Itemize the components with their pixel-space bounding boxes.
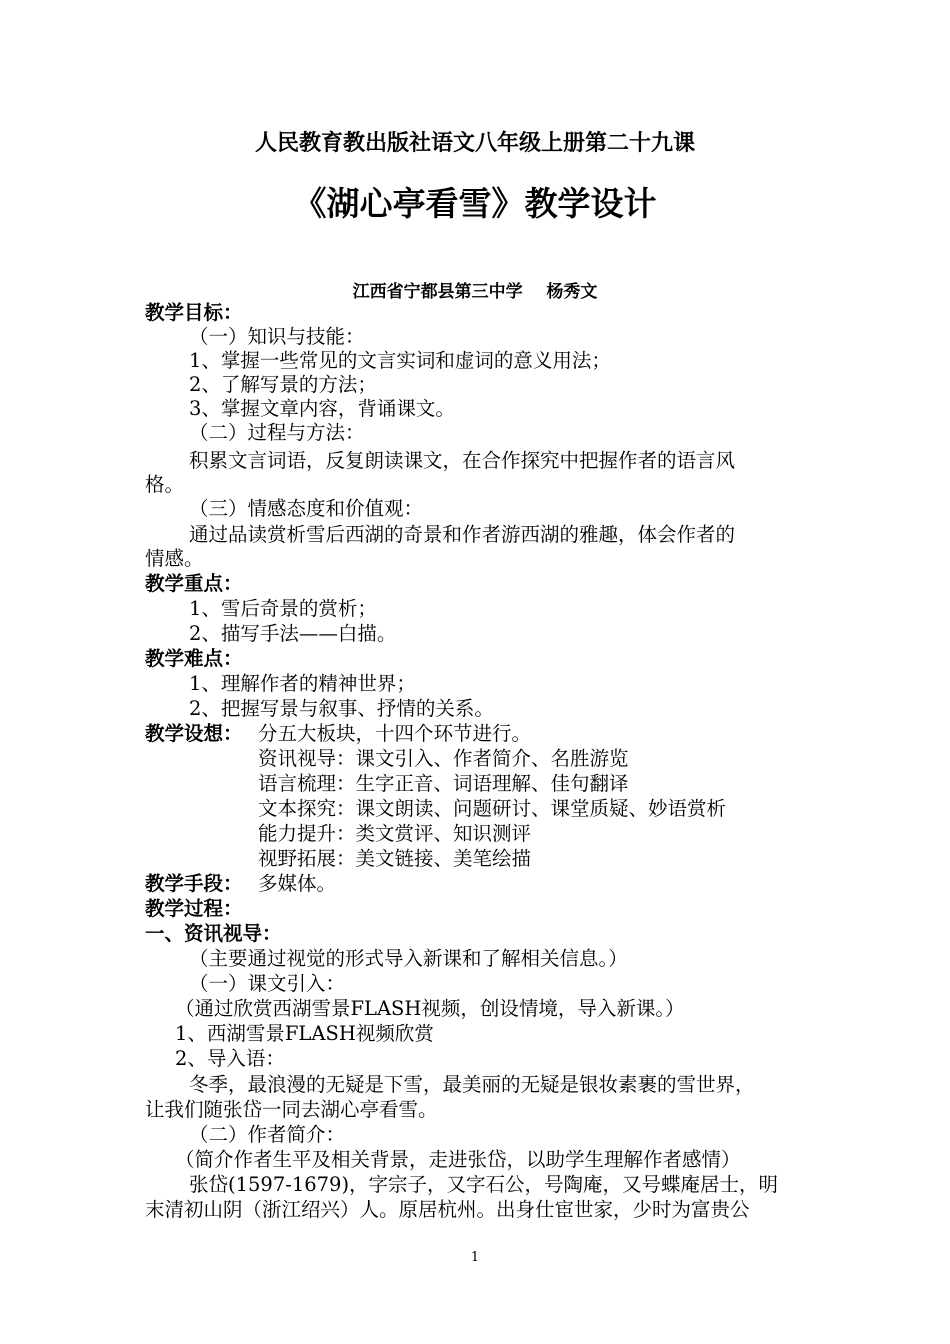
subsection-heading: （三）情感态度和价值观： bbox=[189, 497, 424, 520]
text-line: 1、理解作者的精神世界； bbox=[189, 672, 416, 695]
text-line: 让我们随张岱一同去湖心亭看雪。 bbox=[145, 1098, 438, 1121]
subsection-heading: （一）课文引入： bbox=[189, 972, 346, 995]
text-line: 分五大板块，十四个环节进行。 bbox=[258, 722, 532, 745]
subtitle: 人民教育教出版社语文八年级上册第二十九课 bbox=[254, 131, 695, 156]
subsection-heading: （一）知识与技能： bbox=[189, 325, 365, 348]
section-heading: 教学设想： bbox=[145, 722, 243, 745]
subsection-heading: （二）作者简介： bbox=[189, 1123, 346, 1146]
text-line: 通过品读赏析雪后西湖的奇景和作者游西湖的雅趣，体会作者的 bbox=[189, 523, 736, 546]
text-line: 资讯视导：课文引入、作者简介、名胜游览 bbox=[258, 747, 629, 770]
section-heading: 教学过程： bbox=[145, 897, 243, 920]
text-line: 能力提升：类文赏评、知识测评 bbox=[258, 822, 532, 845]
text-line: （主要通过视觉的形式导入新课和了解相关信息。） bbox=[189, 947, 628, 970]
text-line: 2、描写手法——白描。 bbox=[189, 622, 397, 645]
text-line: 1、雪后奇景的赏析； bbox=[189, 597, 377, 620]
text-line: 冬季，最浪漫的无疑是下雪，最美丽的无疑是银妆素裹的雪世界， bbox=[189, 1073, 755, 1096]
page-number: 1 bbox=[470, 1250, 480, 1265]
text-line: 格。 bbox=[145, 473, 185, 496]
author-line: 江西省宁都县第三中学 杨秀文 bbox=[352, 282, 598, 302]
text-line: 视野拓展：美文链接、美笔绘描 bbox=[258, 847, 532, 870]
section-heading: 教学目标： bbox=[145, 301, 243, 324]
text-line: 末清初山阴（浙江绍兴）人。原居杭州。出身仕宦世家，少时为富贵公 bbox=[145, 1198, 750, 1221]
text-line: 3、掌握文章内容，背诵课文。 bbox=[189, 397, 455, 420]
text-line: 1、掌握一些常见的文言实词和虚词的意义用法； bbox=[189, 349, 611, 372]
text-line: （简介作者生平及相关背景，走进张岱，以助学生理解作者感情） bbox=[175, 1148, 741, 1171]
text-line: 2、把握写景与叙事、抒情的关系。 bbox=[189, 697, 494, 720]
text-line: 多媒体。 bbox=[258, 872, 337, 895]
text-line: 文本探究：课文朗读、问题研讨、课堂质疑、妙语赏析 bbox=[258, 797, 727, 820]
text-line: （通过欣赏西湖雪景FLASH视频，创设情境，导入新课。） bbox=[175, 997, 685, 1020]
text-line: 积累文言词语，反复朗读课文，在合作探究中把握作者的语言风 bbox=[189, 449, 736, 472]
section-heading: 一、资讯视导： bbox=[145, 922, 282, 945]
page-title: 《湖心亭看雪》教学设计 bbox=[293, 184, 657, 223]
section-heading: 教学重点： bbox=[145, 572, 243, 595]
section-heading: 教学难点： bbox=[145, 647, 243, 670]
text-line: 2、导入语： bbox=[175, 1047, 285, 1070]
section-heading: 教学手段： bbox=[145, 872, 243, 895]
text-line: 1、西湖雪景FLASH视频欣赏 bbox=[175, 1022, 434, 1045]
text-line: 张岱(1597-1679)，字宗子，又字石公，号陶庵，又号蝶庵居士，明 bbox=[189, 1173, 779, 1196]
subsection-heading: （二）过程与方法： bbox=[189, 421, 365, 444]
text-line: 情感。 bbox=[145, 547, 204, 570]
text-line: 语言梳理：生字正音、词语理解、佳句翻译 bbox=[258, 772, 629, 795]
text-line: 2、了解写景的方法； bbox=[189, 373, 377, 396]
